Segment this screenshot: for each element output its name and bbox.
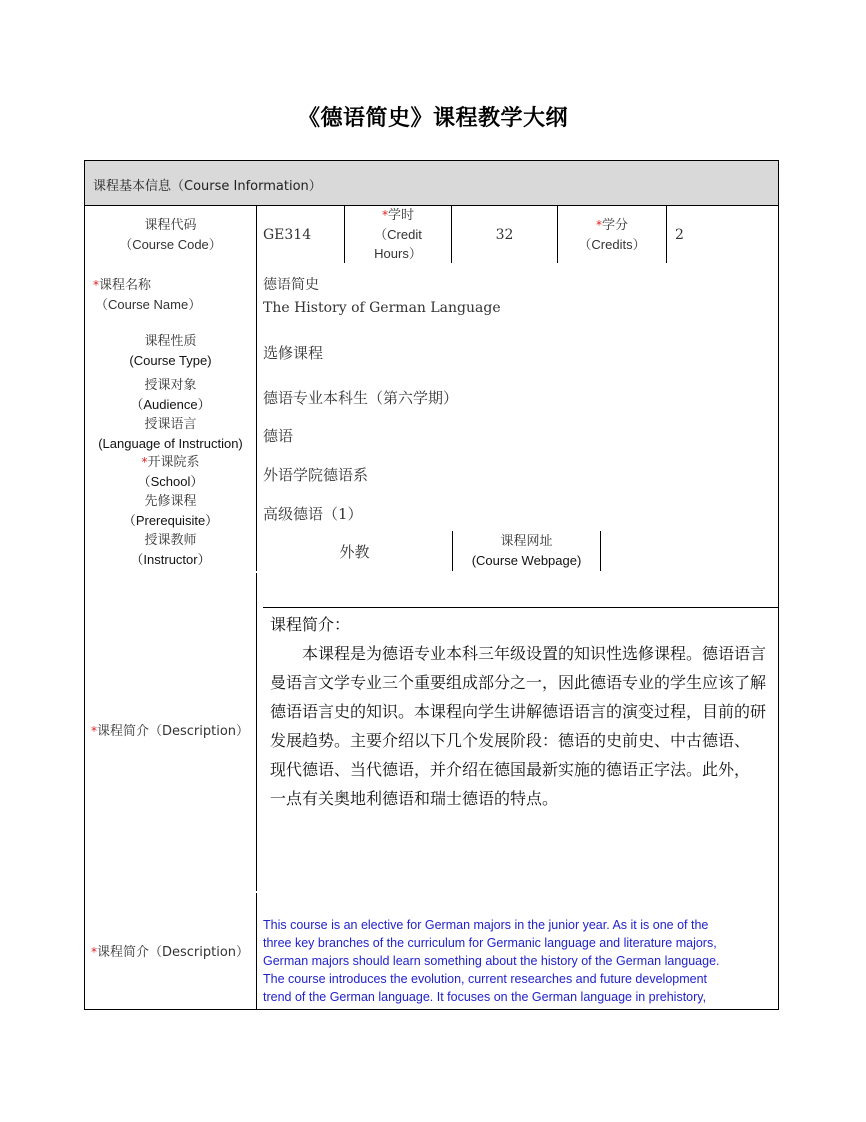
required-star: * xyxy=(91,724,97,738)
label-en: (Course Webpage) xyxy=(471,553,582,568)
credits-label xyxy=(558,216,666,254)
text-line: trend of the German language. It focuses on the German language in prehistory, xyxy=(263,990,707,1004)
prerequisite-value: 高级德语（1） xyxy=(263,505,363,523)
course-type-value: 选修课程 xyxy=(263,344,324,362)
audience-value: 德语专业本科生（第六学期） xyxy=(263,389,459,407)
audience-label xyxy=(85,376,256,414)
required-star: * xyxy=(91,945,97,959)
label-en: （Instructor） xyxy=(130,552,211,567)
course-name-label xyxy=(93,276,201,314)
description-en-body xyxy=(263,916,783,1006)
label-zh: 授课语言 xyxy=(144,417,197,432)
label-en: （Prerequisite） xyxy=(122,513,219,528)
label-zh: 授课教师 xyxy=(144,533,197,548)
label-zh: 先修课程 xyxy=(144,494,197,509)
label-zh: 开课院系 xyxy=(147,455,200,470)
section-header-text: 课程基本信息（Course Information） xyxy=(93,179,322,194)
divider xyxy=(256,893,257,1010)
course-code-value: GE314 xyxy=(263,227,312,243)
text-line: 曼语言文学专业三个重要组成部分之一，因此德语专业的学生应该了解 xyxy=(270,673,767,692)
instructor-label xyxy=(85,531,256,569)
label-text: 课程简介（Description） xyxy=(97,724,250,739)
text-line: 现代德语、当代德语，并介绍在德国最新实施的德语正字法。此外， xyxy=(270,760,751,779)
description-zh-box xyxy=(257,607,778,891)
required-star: * xyxy=(93,278,99,292)
course-type-label xyxy=(85,332,256,370)
required-star: * xyxy=(595,218,602,232)
text-line: 一点有关奥地利德语和瑞士德语的特点。 xyxy=(270,789,559,808)
divider xyxy=(666,205,667,263)
label-en: （School） xyxy=(137,474,204,489)
course-code-label xyxy=(85,216,256,254)
description-en-label xyxy=(91,943,249,962)
description-zh-label xyxy=(91,722,249,741)
instructor-value: 外教 xyxy=(339,543,370,561)
label-zh: 授课对象 xyxy=(144,378,197,393)
course-name-zh-value: 德语简史 xyxy=(263,277,319,293)
credit-hours-value: 32 xyxy=(495,227,514,243)
school-value: 外语学院德语系 xyxy=(263,466,369,484)
text-line: The course introduces the evolution, current researches and future development xyxy=(263,972,708,986)
label-zh: 课程代码 xyxy=(144,218,197,233)
credit-hours-label xyxy=(345,206,451,263)
language-value: 德语 xyxy=(263,427,294,445)
label-zh: 课程性质 xyxy=(144,334,197,349)
label-zh: 学时 xyxy=(387,208,414,223)
divider xyxy=(256,205,257,571)
divider xyxy=(600,531,601,571)
language-label xyxy=(85,415,256,453)
description-zh-body xyxy=(270,639,766,813)
text-line: German majors should learn something about the history of the German language. xyxy=(263,954,720,968)
label-en: （Credits） xyxy=(578,237,646,252)
prerequisite-label xyxy=(85,492,256,530)
label-zh: 课程网址 xyxy=(500,534,553,549)
label-zh: 课程名称 xyxy=(99,278,152,293)
label-text: 课程简介（Description） xyxy=(97,945,250,960)
credits-value: 2 xyxy=(675,227,684,243)
school-label xyxy=(85,453,256,491)
section-header xyxy=(85,161,778,206)
course-name-en-value: The History of German Language xyxy=(263,300,501,316)
document-title: 《德语简史》课程教学大纲 xyxy=(297,106,568,131)
label-zh: 学分 xyxy=(601,218,628,233)
label-en: （Course Name） xyxy=(95,297,202,312)
label-en: （Audience） xyxy=(130,397,211,412)
text-line: three key branches of the curriculum for Germanic language and literature majors, xyxy=(263,936,717,950)
required-star: * xyxy=(381,208,388,222)
label-en: （Course Code） xyxy=(119,237,222,252)
label-en: (Language of Instruction) xyxy=(98,436,243,451)
text-line: This course is an elective for German majors in the junior year. As it is one of the xyxy=(263,918,709,932)
label-en: （Credit xyxy=(374,227,422,242)
text-line: 发展趋势。主要介绍以下几个发展阶段：德语的史前史、中古德语、 xyxy=(270,731,751,750)
label-en: (Course Type) xyxy=(129,353,212,368)
description-zh-heading: 课程简介： xyxy=(270,615,351,634)
text-line: 德语语言史的知识。本课程向学生讲解德语语言的演变过程，目前的研 xyxy=(270,702,767,721)
course-info-table xyxy=(84,160,779,1010)
webpage-label xyxy=(453,532,600,570)
text-line: 本课程是为德语专业本科三年级设置的知识性选修课程。德语语言 xyxy=(270,644,767,663)
required-star: * xyxy=(141,455,148,469)
label-en: Hours） xyxy=(374,246,422,261)
